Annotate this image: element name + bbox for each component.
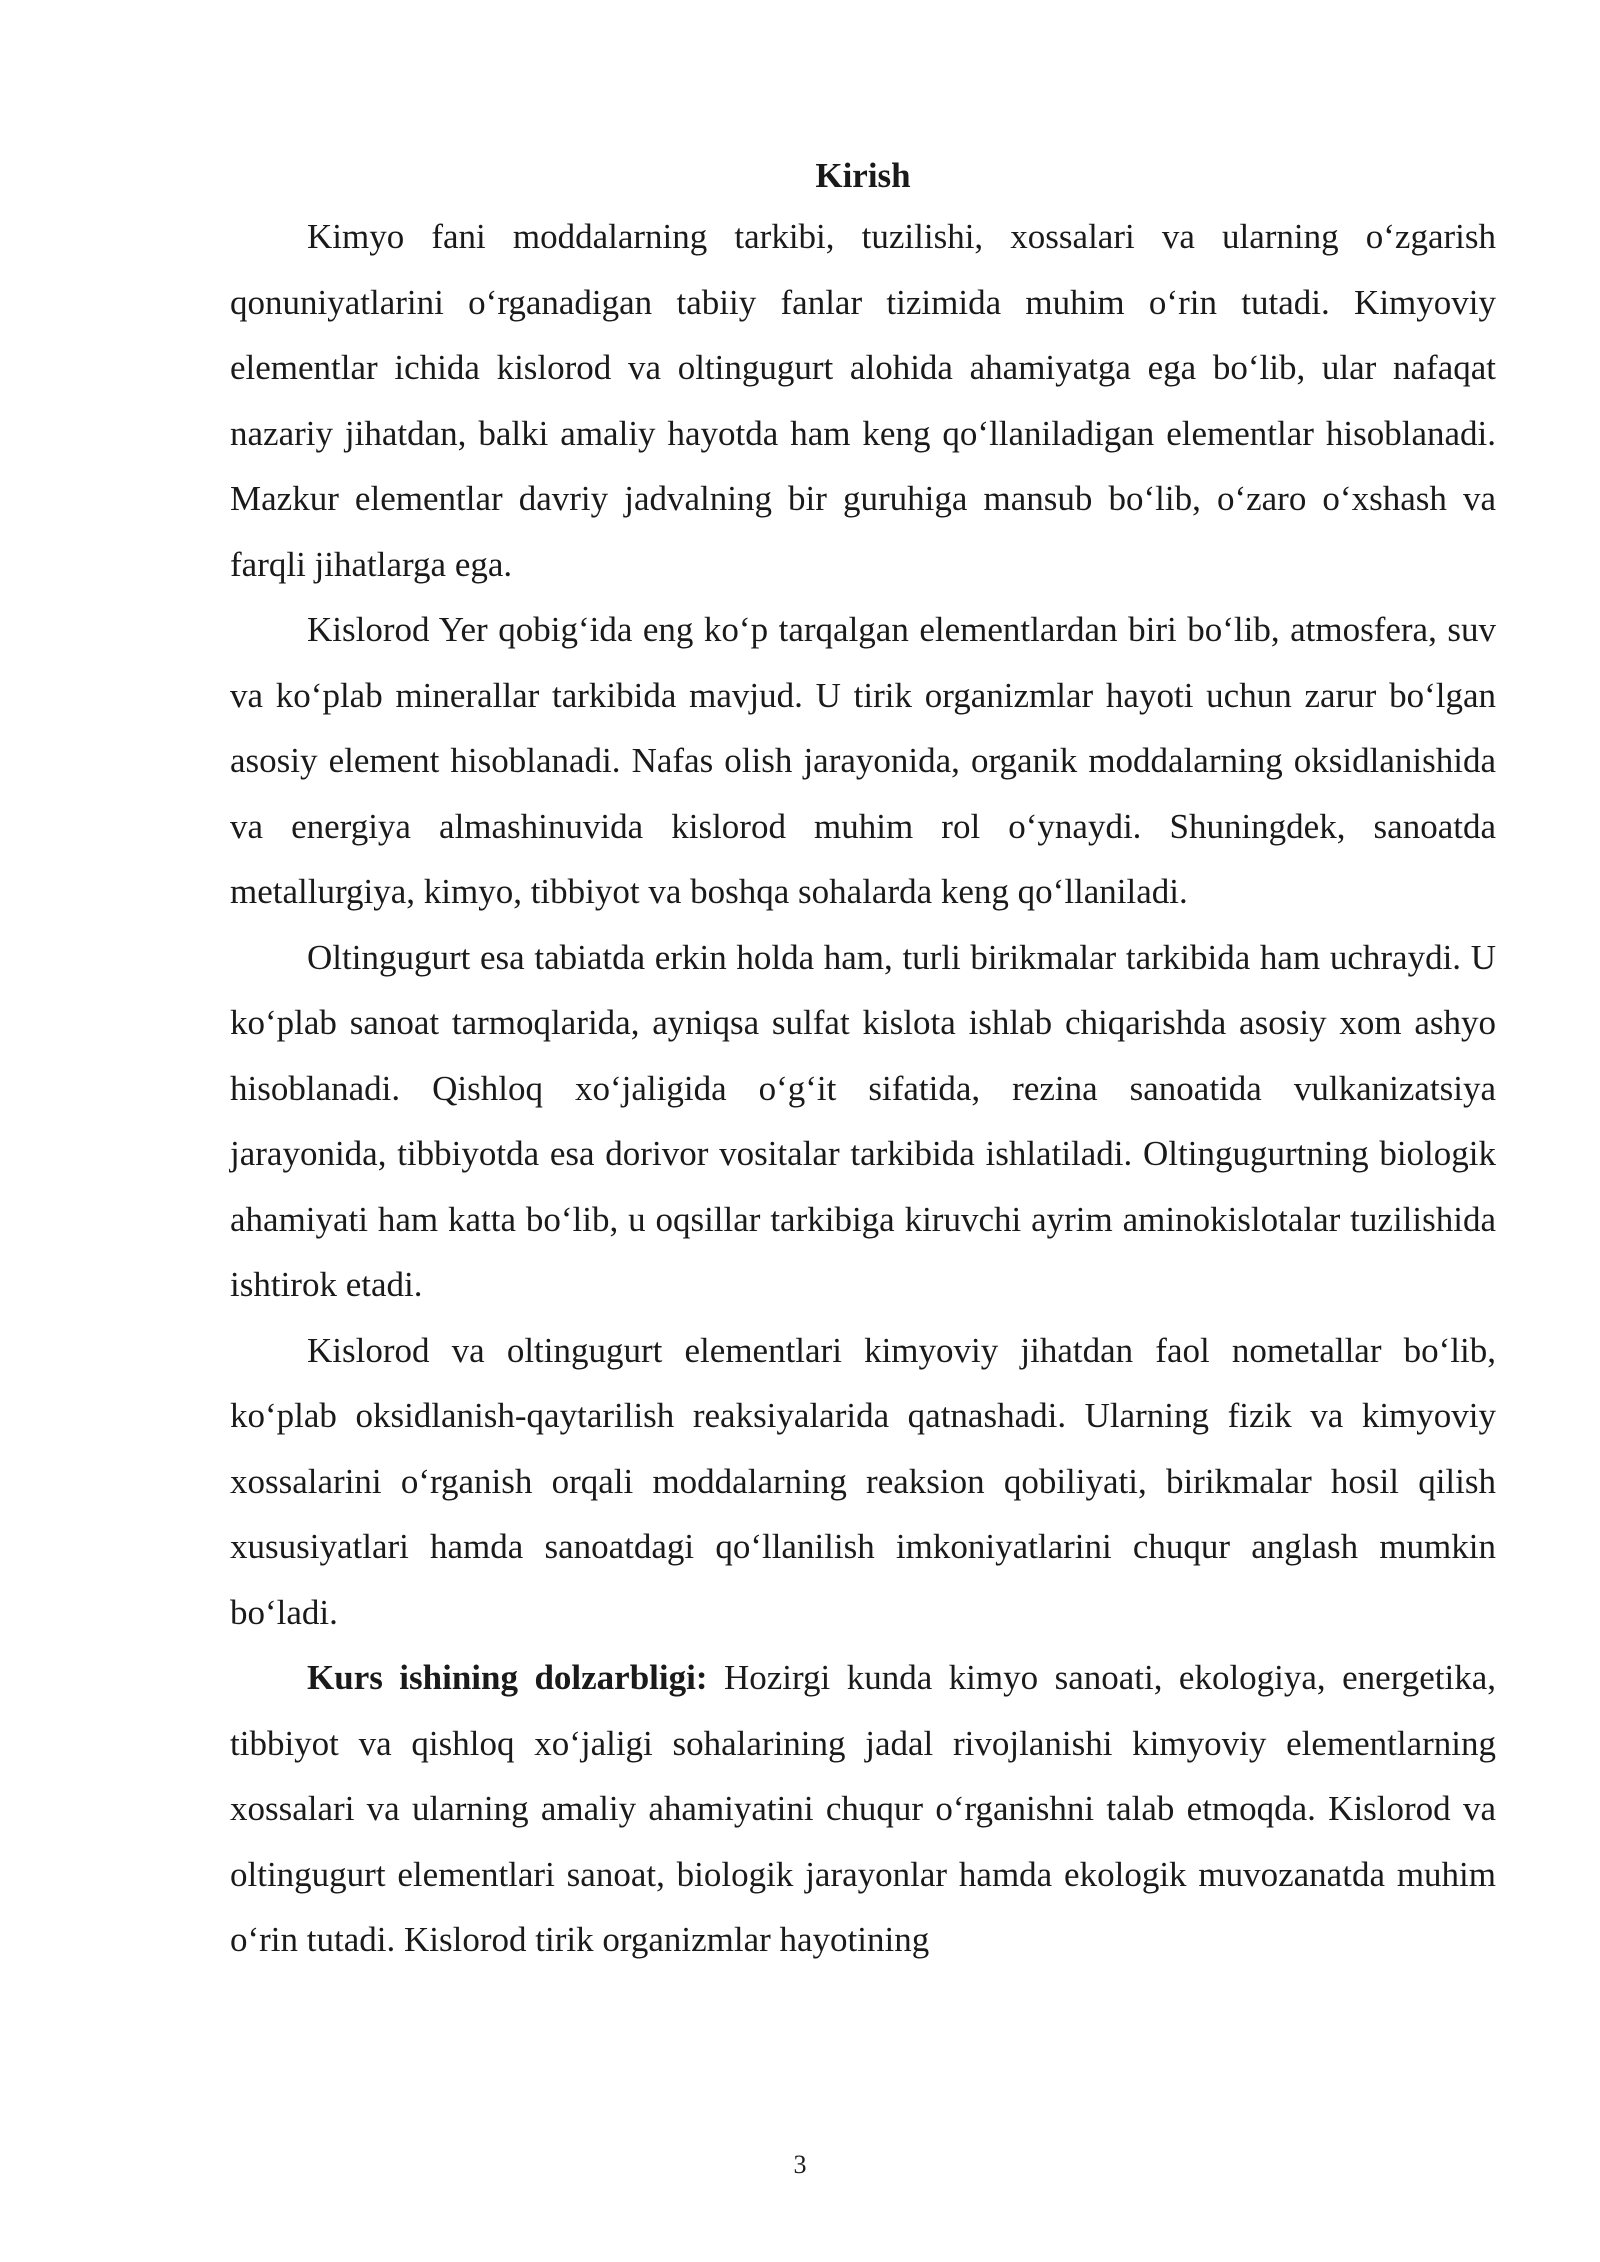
paragraph-sulfur	[230, 925, 1496, 1318]
section-heading: Kirish	[815, 156, 911, 195]
paragraph-intro	[230, 204, 1496, 597]
paragraph-text: Kislorod va oltingugurt elementlari kimyoviy jihatdan faol nometallar bo‘lib, ko‘plab oksidlanish-qaytarilish reaksiyalarida qatnashadi. Ularning fizik va kimyoviy xossalarini o‘rganish orqali moddalarning reaksion qobiliyati, birikmalar hosil qilish xususiyatlari hamda sanoatdagi qo‘llanilish imkoniyatlarini chuqur anglash mumkin bo‘ladi.	[230, 1330, 1496, 1632]
paragraph-properties	[230, 1318, 1496, 1646]
page-number: 3	[793, 2150, 807, 2179]
paragraph-text: Hozirgi kunda kimyo sanoati, ekologiya, energetika, tibbiyot va qishloq xo‘jaligi sohalarining jadal rivojlanishi kimyoviy elementlarning xossalari va ularning amaliy ahamiyatini chuqur o‘rganishni talab etmoqda. Kislorod va oltingugurt elementlari sanoat, biologik jarayonlar hamda ekologik muvozanatda muhim o‘rin tutadi. Kislorod tirik organizmlar hayotining	[230, 1658, 1496, 1959]
paragraph-text: Oltingugurt esa tabiatda erkin holda ham, turli birikmalar tarkibida ham uchraydi. U ko‘plab sanoat tarmoqlarida, ayniqsa sulfat kislota ishlab chiqarishda asosiy xom ashyo hisoblanadi. Qishloq xo‘jaligida o‘g‘it sifatida, rezina sanoatida vulkanizatsiya jarayonida, tibbiyotda esa dorivor vositalar tarkibida ishlatiladi. Oltingugurtning biologik ahamiyati ham katta bo‘lib, u oqsillar tarkibiga kiruvchi ayrim aminokislotalar tuzilishida ishtirok etadi.	[230, 937, 1496, 1304]
paragraph-text: Kislorod Yer qobig‘ida eng ko‘p tarqalgan elementlardan biri bo‘lib, atmosfera, suv va ko‘plab minerallar tarkibida mavjud. U tirik organizmlar hayoti uchun zarur bo‘lgan asosiy element hisoblanadi. Nafas olish jarayonida, organik moddalarning oksidlanishida va energiya almashinuvida kislorod muhim rol o‘ynaydi. Shuningdek, sanoatda metallurgiya, kimyo, tibbiyot va boshqa sohalarda keng qo‘llaniladi.	[230, 610, 1496, 911]
paragraph-relevance	[230, 1645, 1496, 1973]
relevance-label: Kurs ishining dolzarbligi:	[307, 1658, 708, 1697]
paragraph-oxygen	[230, 597, 1496, 925]
document-body	[230, 148, 1496, 1973]
paragraph-text: Kimyo fani moddalarning tarkibi, tuzilishi, xossalari va ularning o‘zgarish qonuniyatlarini o‘rganadigan tabiiy fanlar tizimida muhim o‘rin tutadi. Kimyoviy elementlar ichida kislorod va oltingugurt alohida ahamiyatga ega bo‘lib, ular nafaqat nazariy jihatdan, balki amaliy hayotda ham keng qo‘llaniladigan elementlar hisoblanadi. Mazkur elementlar davriy jadvalning bir guruhiga mansub bo‘lib, o‘zaro o‘xshash va farqli jihatlarga ega.	[230, 217, 1496, 584]
